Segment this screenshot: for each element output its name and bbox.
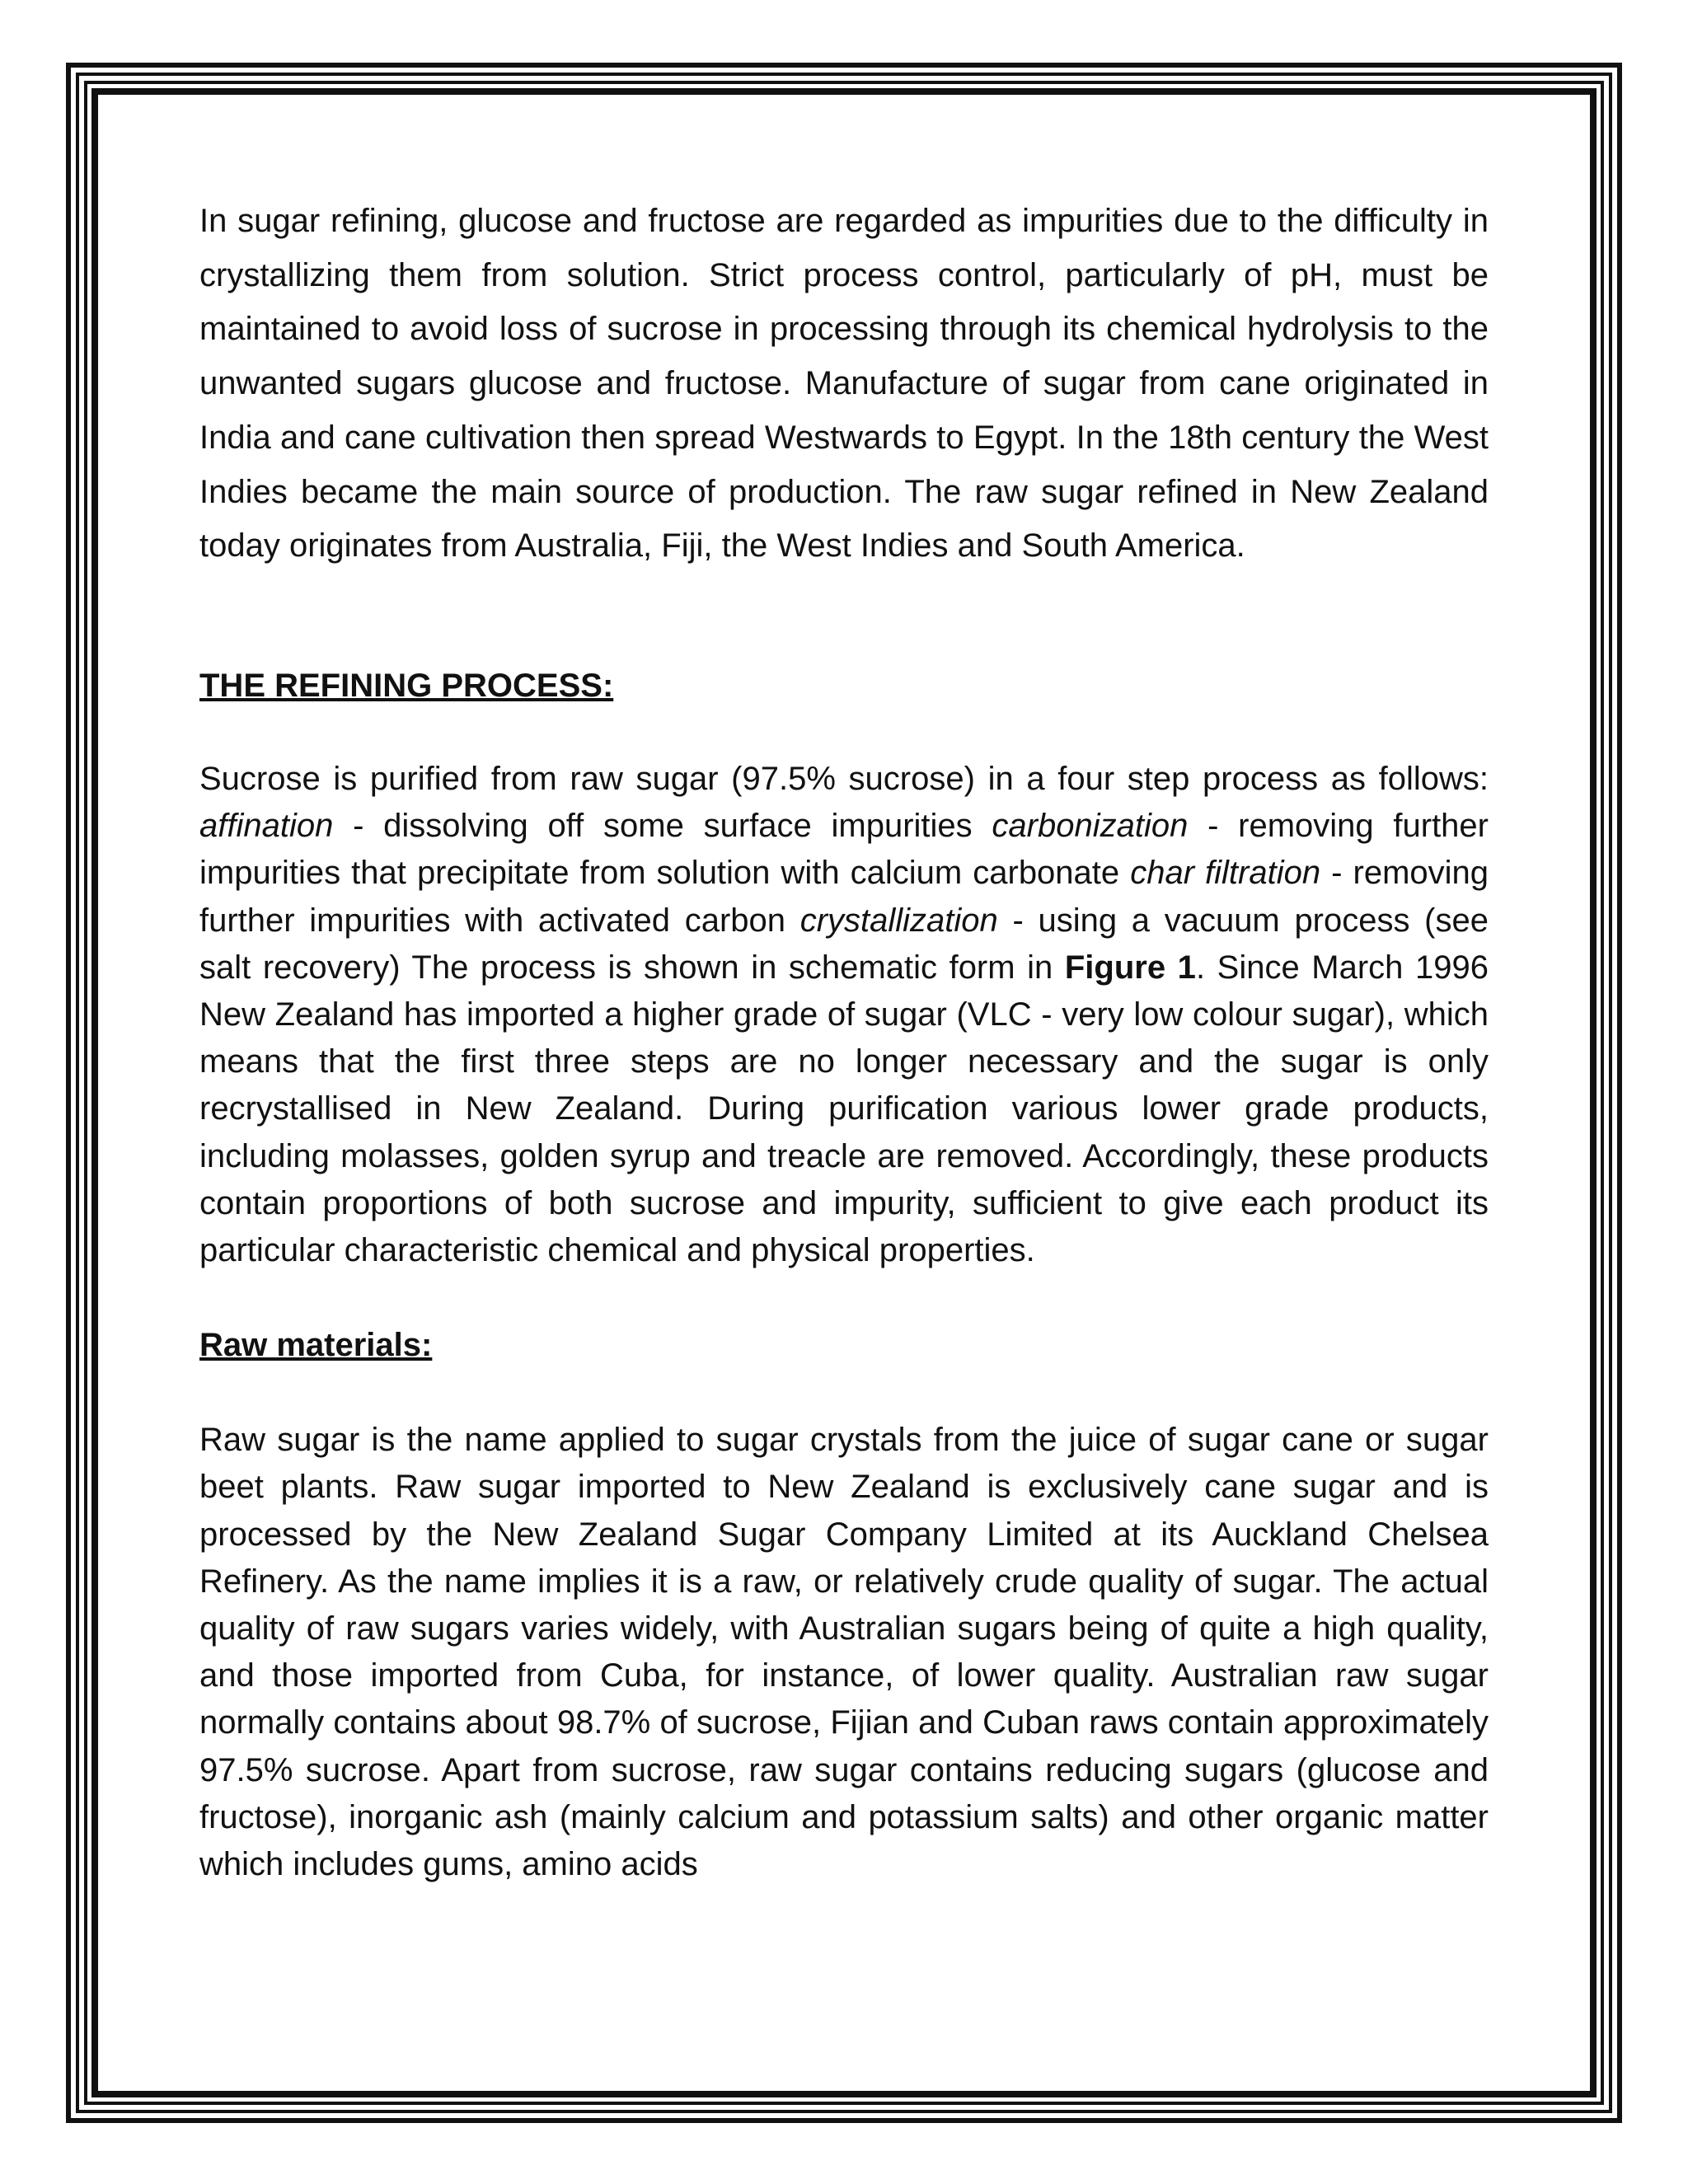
refining-process-paragraph <box>199 756 1489 1274</box>
raw-materials-heading: Raw materials: <box>199 1327 433 1364</box>
term-crystallization: crystallization <box>799 902 998 939</box>
refining-text-3: - removing further impurities that precipitate from solution with calcium carbonate <box>199 808 1489 892</box>
refining-text-4: - removing further impurities with activated carbon <box>199 855 1489 939</box>
raw-materials-paragraph: Raw sugar is the name applied to sugar crystals from the juice of sugar cane or sugar beet plants. Raw sugar imported to New Zealand is exclusively cane sugar and is processed by the New Zealand Sugar Company Limited at its Auckland Chelsea Refinery. As the name implies it is a raw, or relatively crude quality of sugar. The actual quality of raw sugars varies widely, with Australian sugars being of quite a high quality, and those imported from Cuba, for instance, of lower quality. Australian raw sugar normally contains about 98.7% of sucrose, Fijian and Cuban raws contain approximately 97.5% sucrose. Apart from sucrose, raw sugar contains reducing sugars (glucose and fructose), inorganic ash (mainly calcium and potassium salts) and other organic matter which includes gums, amino acids <box>199 1422 1489 1882</box>
intro-paragraph: In sugar refining, glucose and fructose are regarded as impurities due to the difficulty in crystallizing them from solution. Strict process control, particularly of pH, must be maintained to avoid loss of sucrose in processing through its chemical hydrolysis to the unwanted sugars glucose and fructose. Manufacture of sugar from cane originated in India and cane cultivation then spread Westwards to Egypt. In the 18th century the West Indies became the main source of production. The raw sugar refined in New Zealand today originates from Australia, Fiji, the West Indies and South America. <box>199 203 1489 565</box>
term-affination: affination <box>199 808 334 845</box>
document-body <box>199 194 1489 1888</box>
refining-text-2: - dissolving off some surface impurities <box>333 808 992 845</box>
term-char-filtration: char filtration <box>1130 855 1321 892</box>
refining-text-1: Sucrose is purified from raw sugar (97.5% sucrose) in a four step process as follows: <box>199 760 1489 797</box>
figure-1-reference: Figure 1 <box>1064 949 1196 986</box>
refining-process-heading: THE REFINING PROCESS: <box>199 667 614 704</box>
term-carbonization: carbonization <box>992 808 1189 845</box>
refining-text-6: . Since March 1996 New Zealand has imported a higher grade of sugar (VLC - very low colour sugar), which means that the first three steps are no longer necessary and the sugar is only recrystallised in New Zealand. During purification various lower grade products, including molasses, golden syrup and treacle are removed. Accordingly, these products contain proportions of both sucrose and impurity, sufficient to give each product its particular characteristic chemical and physical properties. <box>199 949 1489 1268</box>
refining-text-5: - using a vacuum process (see salt recovery) The process is shown in schematic form in <box>199 902 1489 986</box>
